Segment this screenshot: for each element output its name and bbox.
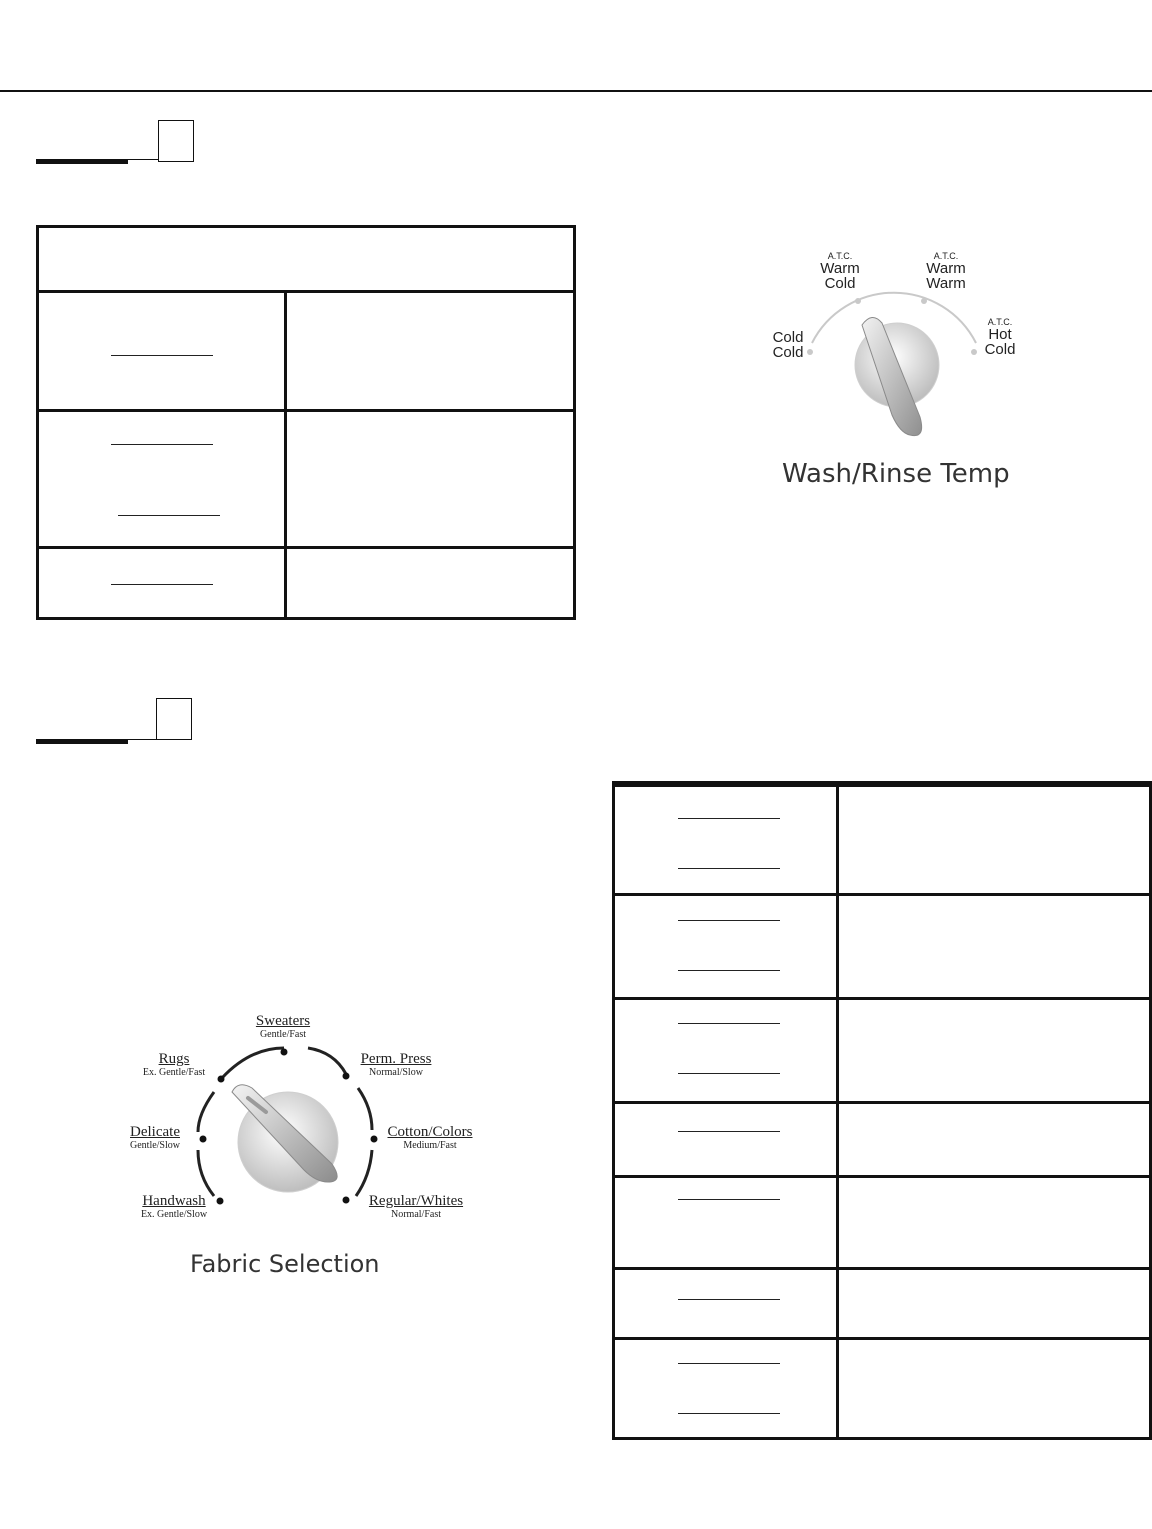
wash-rinse-temp-dial [760,245,1030,505]
blank-line [678,1023,780,1024]
fabric-setting-handwash: Handwash Ex. Gentle/Slow [140,1193,208,1220]
blank-line [678,1073,780,1074]
blank-line [678,1413,780,1414]
temp-dial-caption: Wash/Rinse Temp [782,459,1010,489]
header-rule [0,90,1152,92]
table-row-divider [615,997,1149,1000]
fabric-setting-cotton-colors: Cotton/Colors Medium/Fast [387,1124,473,1151]
table-row-divider [615,1175,1149,1178]
blank-line [678,920,780,921]
fabric-setting-rugs: Rugs Ex. Gentle/Fast [142,1051,206,1078]
table-row-divider [39,546,573,549]
temp-setting-hot-cold: A.T.C. Hot Cold [984,317,1016,358]
section-1-thin-rule [128,159,158,160]
table-row-divider [615,893,1149,896]
table-row-divider [39,290,573,293]
blank-line [111,444,213,445]
temp-setting-cold-cold: Cold Cold [772,329,804,361]
blank-line [678,868,780,869]
temp-setting-warm-cold: A.T.C. Warm Cold [820,251,860,292]
fabric-setting-delicate: Delicate Gentle/Slow [130,1124,180,1151]
blank-line [678,1199,780,1200]
blank-line [111,584,213,585]
fabric-setting-perm-press: Perm. Press Normal/Slow [360,1051,432,1078]
table-column-divider [284,290,287,617]
blank-line [678,1131,780,1132]
table-row-divider [615,1101,1149,1104]
fabric-selection-dial [110,1012,510,1282]
section-1-rule [36,159,128,164]
fabric-table [612,781,1152,1440]
table-column-divider [836,787,839,1437]
blank-line [118,515,220,516]
blank-line [111,355,213,356]
table-row-divider [39,409,573,412]
blank-line [678,1299,780,1300]
section-1-number-box [158,120,194,162]
fabric-dial-caption: Fabric Selection [190,1250,380,1278]
fabric-setting-regular-whites: Regular/Whites Normal/Fast [368,1193,464,1220]
table-row-divider [615,1267,1149,1270]
blank-line [678,1363,780,1364]
section-2-thin-rule [128,739,158,740]
section-2-rule [36,739,128,744]
table-row-divider [615,1337,1149,1340]
blank-line [678,818,780,819]
fabric-setting-sweaters: Sweaters Gentle/Fast [255,1013,311,1040]
temp-setting-warm-warm: A.T.C. Warm Warm [926,251,966,292]
temperature-table [36,225,576,620]
section-2-number-box [156,698,192,740]
blank-line [678,970,780,971]
